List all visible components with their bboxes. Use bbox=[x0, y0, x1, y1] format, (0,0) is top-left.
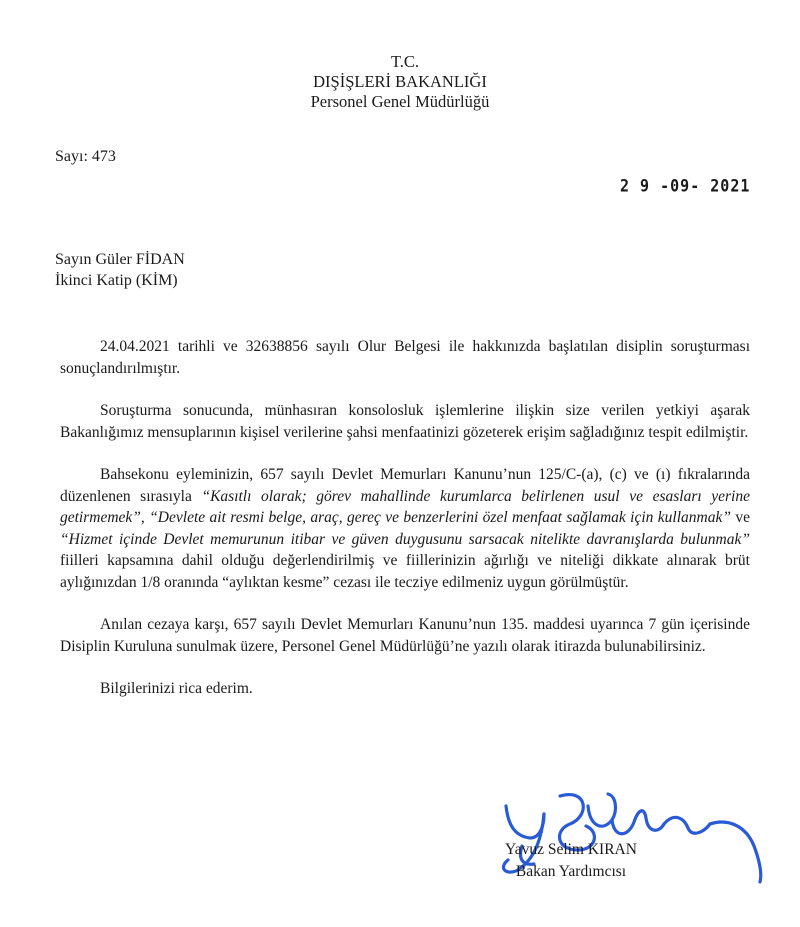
letterhead bbox=[0, 52, 800, 112]
paragraph-3-part-b: , bbox=[140, 509, 150, 526]
paragraph-5: Bilgilerinizi rica ederim. bbox=[100, 680, 253, 697]
reference-number: Sayı: 473 bbox=[55, 148, 116, 165]
quote-3: “Hizmet içinde Devlet memurunun itibar ve güven duygusunu sarsacak nitelikte davranışlarda bulunmak” bbox=[60, 530, 750, 548]
letter-body bbox=[60, 336, 750, 721]
letterhead-tc: T.C. bbox=[390, 52, 420, 71]
paragraph-3-part-a: Bahsekonu eyleminizin, 657 sayılı Devlet Memurları Kanunu’nun 125/C-(a), (c) ve (ı) fıkralarında düzenlenen sırasıyla bbox=[60, 466, 750, 505]
signatory-name: Yavuz Selim KIRAN bbox=[505, 841, 637, 858]
paragraph-2: Soruşturma sonucunda, münhasıran konsolosluk işlemlerine ilişkin size verilen yetkiyi aşarak Bakanlığımız mensuplarının kişisel verilerine şahsi menfaatinizi gözeterek erişim sağladığınız tespit edilmiştir. bbox=[60, 402, 750, 441]
paragraph-4: Anılan cezaya karşı, 657 sayılı Devlet Memurları Kanunu’nun 135. maddesi uyarınca 7 gün içerisinde Disiplin Kuruluna sunulmak üzere, Personel Genel Müdürlüğü’ne yazılı olarak itirazda bulunabilirsiniz. bbox=[60, 616, 750, 655]
date-stamp: 2 9 -09- 2021 bbox=[620, 175, 751, 197]
paragraph-3 bbox=[60, 464, 750, 593]
paragraph-3-part-d: fiilleri kapsamına dahil olduğu değerlendirilmiş ve fiillerinizin ağırlığı ve niteliği dikkate alınarak brüt aylığınızdan 1/8 oranında “aylıktan kesme” cezası ile tecziye edilmeniz uygun görülmüştür. bbox=[60, 552, 750, 591]
paragraph-3-part-c: ve bbox=[730, 509, 750, 526]
recipient-name: Sayın Güler FİDAN bbox=[55, 251, 185, 268]
signatory-title: Bakan Yardımcısı bbox=[515, 863, 627, 880]
paragraph-1: 24.04.2021 tarihli ve 32638856 sayılı Olur Belgesi ile hakkınızda başlatılan disiplin soruşturması sonuçlandırılmıştır. bbox=[60, 338, 750, 377]
quote-1: “Kasıtlı olarak; görev mahallinde kurumlarca belirlenen usul ve esasları yerine getirmemek” bbox=[60, 487, 750, 526]
signatory-block bbox=[496, 839, 646, 883]
letterhead-ministry: DIŞİŞLERİ BAKANLIĞI bbox=[313, 72, 487, 91]
letterhead-department: Personel Genel Müdürlüğü bbox=[310, 92, 490, 111]
recipient-block bbox=[55, 249, 185, 291]
quote-2: “Devlete ait resmi belge, araç, gereç ve benzerlerini özel menfaat sağlamak için kullanmak” bbox=[149, 509, 731, 526]
recipient-title: İkinci Katip (KİM) bbox=[55, 272, 178, 289]
